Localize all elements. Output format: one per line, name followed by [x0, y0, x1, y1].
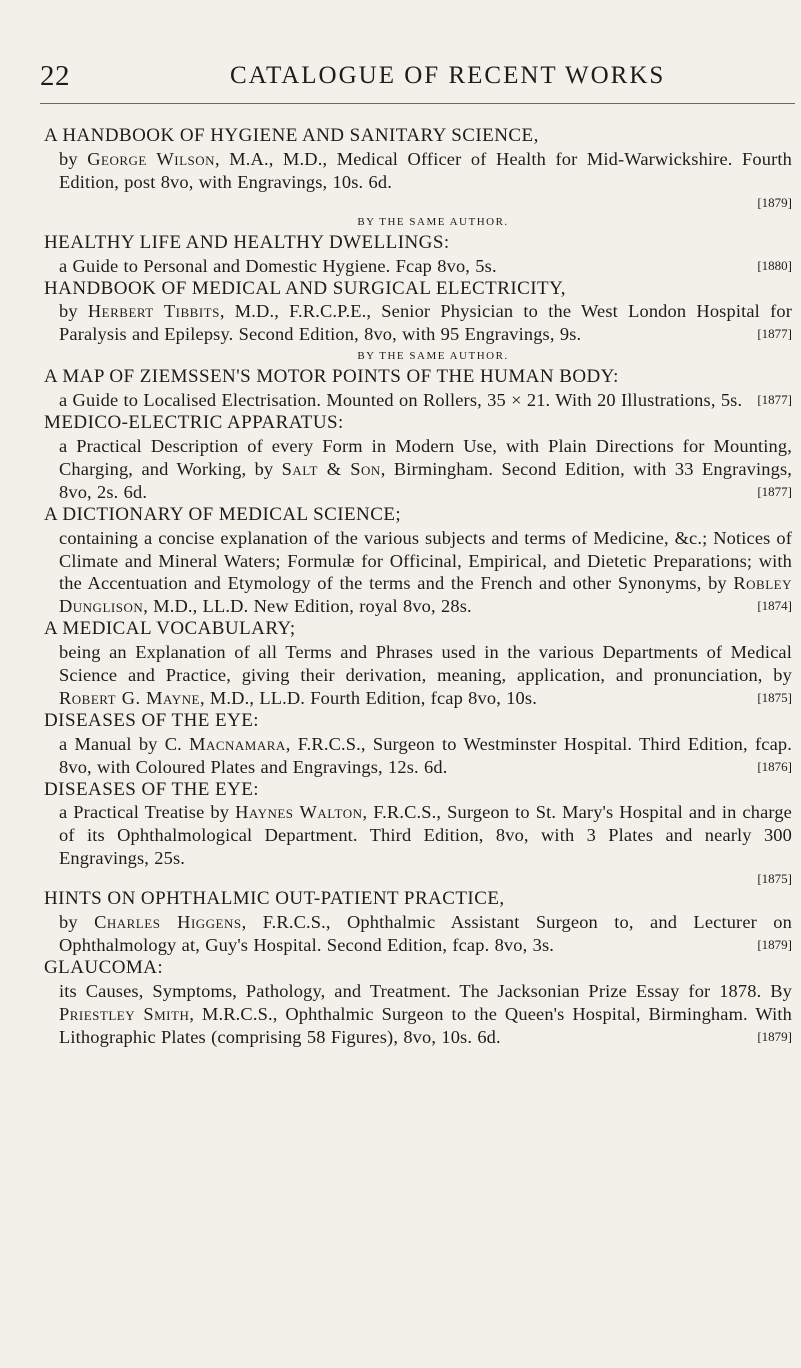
entry-title: GLAUCOMA:: [44, 956, 164, 978]
entry-author: Priestley Smith: [59, 1003, 190, 1024]
catalogue-entry: [44, 888, 792, 957]
entry-author: Robley Dunglison: [59, 573, 792, 617]
catalogue-entry: [44, 618, 792, 710]
entry-author: Haynes Walton: [235, 802, 363, 823]
entry-description: [1880] a Guide to Personal and Domestic Hygiene. Fcap 8vo, 5s.: [59, 255, 792, 276]
entry-title: HEALTHY LIFE AND HEALTHY DWELLINGS:: [44, 231, 450, 253]
catalogue-entry: [44, 504, 792, 619]
entry-description: by Charles Higgens, F.R.C.S., Ophthalmic Assistant Surgeon to, and Lecturer on Ophthalmology at, Guy's Hospital. Second Edition, fcap. 8vo, 3s. [1879]: [59, 912, 792, 955]
entry-description: a Practical Treatise by Haynes Walton, F.R.C.S., Surgeon to St. Mary's Hospital and in charge of its Ophthalmological Department. Third Edition, 8vo, with 3 Plates and nearly 300 Engravings, 25s.: [59, 802, 792, 869]
entry-year: [1879]: [757, 937, 792, 952]
catalogue-entries: [44, 125, 792, 1049]
entry-year: [1874]: [757, 598, 792, 614]
catalogue-entry: [44, 957, 792, 1049]
catalogue-entry: [44, 346, 792, 412]
entry-title: HANDBOOK OF MEDICAL AND SURGICAL ELECTRICITY,: [44, 277, 566, 299]
entry-description: a Manual by C. Macnamara, F.R.C.S., Surgeon to Westminster Hospital. Third Edition, fcap. 8vo, with Coloured Plates and Engravings, 12s. 6d. [1876]: [59, 733, 792, 777]
entry-title: HINTS ON OPHTHALMIC OUT-PATIENT PRACTICE,: [44, 888, 505, 910]
entry-year: [1875]: [757, 871, 792, 887]
catalogue-entry: [44, 125, 792, 212]
entry-author: Macnamara: [189, 733, 286, 754]
entry-description: by Herbert Tibbits, M.D., F.R.C.P.E., Senior Physician to the West London Hospital for Paralysis and Epilepsy. Second Edition, 8vo, with 95 Engravings, 9s. [1877]: [59, 301, 792, 345]
catalogue-entry: [44, 212, 792, 278]
entry-description: a Practical Description of every Form in Modern Use, with Plain Directions for Mounting, Charging, and Working, by Salt & Son, Birmingham. Second Edition, with 33 Engravings, 8vo, 2s. 6d. [1877]: [59, 435, 793, 502]
entry-description: containing a concise explanation of the various subjects and terms of Medicine, &c.; Notices of Climate and Mineral Waters; Formulæ for Officinal, Empirical, and Dietetic Preparations; with the Accentuation and Etymology of the terms and the French and other Synonyms, by Robley Dunglison, M.D., LL.D. New Edition, royal 8vo, 28s. [1874]: [59, 527, 792, 617]
catalogue-entry: [44, 278, 792, 347]
entry-author: Salt & Son: [281, 458, 381, 479]
catalogue-entry: [44, 710, 792, 779]
entry-title: A DICTIONARY OF MEDICAL SCIENCE;: [44, 503, 402, 525]
entry-description: its Causes, Symptoms, Pathology, and Treatment. The Jacksonian Prize Essay for 1878. By Priestley Smith, M.R.C.S., Ophthalmic Surgeon to the Queen's Hospital, Birmingham. With Lithographic Plates (comprising 58 Figures), 8vo, 10s. 6d. [1879]: [59, 980, 792, 1047]
entry-description: a Guide to Localised Electrisation. Mounted on Rollers, 35 × 21. With 20 Illustrations, 5s. [1877]: [59, 390, 792, 411]
entry-year: [1879]: [757, 194, 792, 210]
running-head: CATALOGUE OF RECENT WORKS: [230, 62, 666, 89]
entry-year: [1875]: [757, 689, 792, 705]
entry-year: [1877]: [757, 483, 792, 499]
entry-title: DISEASES OF THE EYE:: [44, 709, 260, 731]
entry-year: [1880]: [757, 257, 792, 273]
catalogue-entry: [44, 412, 792, 504]
entry-author: Charles Higgens: [94, 912, 242, 933]
header-rule: [40, 103, 795, 104]
page-header: [40, 60, 790, 100]
page-number: 22: [40, 60, 70, 92]
entry-title: A HANDBOOK OF HYGIENE AND SANITARY SCIENCE,: [44, 125, 539, 146]
entry-year: [1877]: [757, 392, 792, 408]
entry-author: George Wilson: [87, 148, 216, 169]
entry-author: Herbert Tibbits: [87, 301, 220, 322]
entry-year: [1879]: [757, 1028, 792, 1044]
entry-year: [1876]: [757, 758, 792, 774]
entry-title: DISEASES OF THE EYE:: [44, 778, 260, 800]
entry-year: [1877]: [757, 326, 792, 342]
same-author-note: BY THE SAME AUTHOR.: [357, 350, 509, 363]
catalogue-entry: [44, 779, 792, 889]
entry-author: Robert G. Mayne: [59, 687, 200, 708]
entry-description: by George Wilson, M.A., M.D., Medical Officer of Health for Mid-Warwickshire. Fourth Edition, post 8vo, with Engravings, 10s. 6d.: [59, 148, 792, 192]
entry-title: A MEDICAL VOCABULARY;: [44, 618, 296, 640]
entry-title: A MAP OF ZIEMSSEN'S MOTOR POINTS OF THE HUMAN BODY:: [44, 366, 619, 388]
entry-title: MEDICO-ELECTRIC APPARATUS:: [44, 412, 344, 434]
same-author-note: BY THE SAME AUTHOR.: [357, 215, 509, 228]
entry-description: being an Explanation of all Terms and Phrases used in the various Departments of Medical Science and Practice, giving their derivation, meaning, application, and pronunciation, by Robert G. Mayne, M.D., LL.D. Fourth Edition, fcap 8vo, 10s. [1875]: [59, 642, 792, 708]
